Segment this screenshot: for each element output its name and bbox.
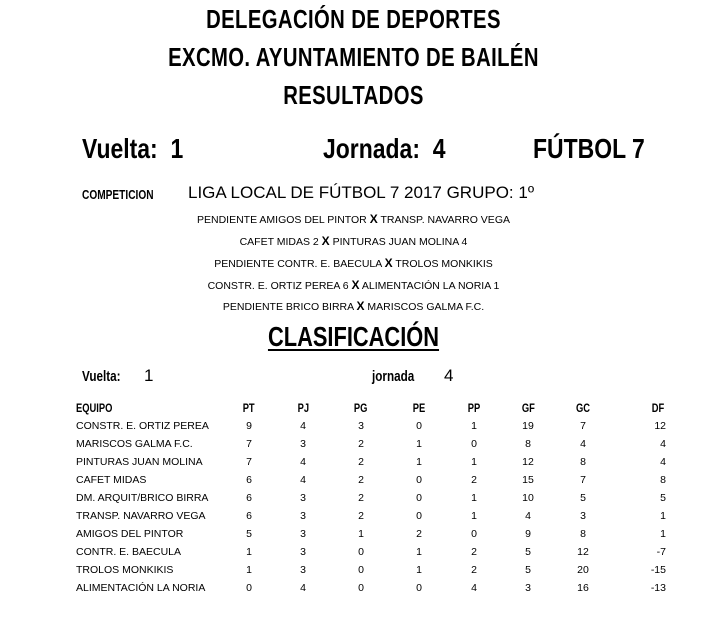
stat-df: -15	[650, 564, 666, 576]
stat-pj: 3	[300, 528, 306, 540]
team-name: TRANSP. NAVARRO VEGA	[76, 510, 206, 522]
match-away: ALIMENTACIÓN LA NORIA 1	[361, 280, 500, 292]
match-line	[0, 299, 707, 314]
match-line	[0, 212, 707, 227]
stat-gc: 3	[580, 510, 586, 522]
stat-pj: 4	[300, 456, 306, 468]
stat-pt: 6	[246, 474, 252, 486]
table-row	[76, 417, 666, 435]
stat-pg: 0	[358, 546, 364, 558]
table-row	[76, 561, 666, 579]
stat-pp: 4	[471, 582, 477, 594]
stat-pp: 0	[471, 528, 477, 540]
table-row	[76, 489, 666, 507]
standings-table	[76, 398, 666, 597]
column-header-gf: GF	[521, 400, 535, 415]
stat-pg: 2	[358, 456, 364, 468]
stat-pg: 3	[358, 420, 364, 432]
column-header-pt: PT	[243, 400, 255, 415]
stat-pt: 5	[246, 528, 252, 540]
match-home: PENDIENTE CONTR. E. BAECULA	[214, 258, 382, 270]
stat-pj: 3	[300, 564, 306, 576]
header-line-3: RESULTADOS	[283, 80, 424, 110]
jornada-info	[323, 133, 446, 165]
team-name: ALIMENTACIÓN LA NORIA	[76, 582, 206, 594]
stat-df: 5	[660, 492, 666, 504]
stat-pt: 0	[246, 582, 252, 594]
column-header-pj: PJ	[297, 400, 309, 415]
stat-pg: 0	[358, 564, 364, 576]
stat-pj: 4	[300, 582, 306, 594]
stat-pj: 3	[300, 438, 306, 450]
header-line-1: DELEGACIÓN DE DEPORTES	[206, 4, 501, 34]
stat-pg: 2	[358, 492, 364, 504]
table-row	[76, 525, 666, 543]
stat-pg: 1	[358, 528, 364, 540]
match-line	[0, 234, 707, 249]
team-name: CAFET MIDAS	[76, 474, 147, 486]
header-line-2: EXCMO. AYUNTAMIENTO DE BAILÉN	[168, 42, 539, 72]
stat-pp: 2	[471, 546, 477, 558]
stat-df: -7	[656, 546, 666, 558]
stat-pp: 1	[471, 492, 477, 504]
stat-pj: 3	[300, 492, 306, 504]
competition-label: COMPETICION	[82, 187, 154, 202]
column-header-gc: GC	[575, 400, 591, 415]
stat-pt: 1	[246, 564, 252, 576]
stat-pt: 7	[246, 438, 252, 450]
table-row	[76, 543, 666, 561]
stat-pe: 2	[416, 528, 422, 540]
stat-gc: 7	[580, 420, 586, 432]
standings-jornada-label: jornada	[372, 368, 415, 385]
team-name: TROLOS MONKIKIS	[76, 564, 174, 576]
column-header-equipo: EQUIPO	[76, 400, 113, 415]
stat-pp: 1	[471, 510, 477, 522]
vuelta-info	[82, 133, 183, 165]
stat-gf: 9	[525, 528, 531, 540]
stat-pj: 4	[300, 474, 306, 486]
vuelta-label: Vuelta:	[82, 133, 158, 164]
stat-df: 12	[654, 420, 666, 432]
stat-gc: 8	[580, 528, 586, 540]
stat-pt: 6	[246, 510, 252, 522]
stat-gf: 5	[525, 564, 531, 576]
stat-pt: 6	[246, 492, 252, 504]
team-name: MARISCOS GALMA F.C.	[76, 438, 193, 450]
jornada-value: 4	[432, 133, 446, 164]
match-line	[0, 278, 707, 293]
match-home: PENDIENTE BRICO BIRRA	[222, 301, 354, 313]
match-separator: X	[321, 234, 330, 248]
stat-gc: 16	[577, 582, 589, 594]
match-line	[0, 256, 707, 271]
stat-pe: 0	[416, 420, 422, 432]
match-separator: X	[369, 212, 378, 226]
stat-gf: 5	[525, 546, 531, 558]
stat-gc: 12	[577, 546, 589, 558]
team-name: PINTURAS JUAN MOLINA	[76, 456, 203, 468]
match-home: PENDIENTE AMIGOS DEL PINTOR	[196, 214, 367, 226]
stat-pe: 0	[416, 510, 422, 522]
stat-pg: 2	[358, 438, 364, 450]
table-row	[76, 453, 666, 471]
stat-gf: 10	[522, 492, 534, 504]
stat-pp: 0	[471, 438, 477, 450]
stat-pg: 2	[358, 474, 364, 486]
match-away: TROLOS MONKIKIS	[395, 258, 493, 270]
match-separator: X	[384, 256, 393, 270]
stat-df: 4	[660, 438, 666, 450]
table-row	[76, 579, 666, 597]
standings-vuelta-label: Vuelta:	[82, 368, 121, 385]
match-separator: X	[356, 299, 365, 313]
team-name: CONSTR. E. ORTIZ PEREA	[76, 420, 209, 432]
sport-label: FÚTBOL 7	[533, 133, 645, 164]
column-header-df: DF	[651, 400, 665, 415]
stat-gf: 8	[525, 438, 531, 450]
stat-pp: 2	[471, 474, 477, 486]
stat-df: -13	[650, 582, 666, 594]
team-name: AMIGOS DEL PINTOR	[76, 528, 184, 540]
standings-title: CLASIFICACIÓN	[267, 321, 440, 352]
stat-gc: 8	[580, 456, 586, 468]
stat-gf: 15	[522, 474, 534, 486]
stat-pg: 2	[358, 510, 364, 522]
match-away: MARISCOS GALMA F.C.	[367, 301, 485, 313]
stat-pe: 0	[416, 474, 422, 486]
column-header-pe: PE	[412, 400, 426, 415]
stat-pt: 1	[246, 546, 252, 558]
stat-pe: 0	[416, 582, 422, 594]
stat-gc: 20	[577, 564, 589, 576]
standings-vuelta-value: 1	[144, 366, 154, 385]
stat-gf: 12	[522, 456, 534, 468]
column-header-pg: PG	[354, 400, 368, 415]
match-home: CONSTR. E. ORTIZ PEREA 6	[207, 280, 349, 292]
stat-gc: 7	[580, 474, 586, 486]
stat-df: 1	[660, 528, 666, 540]
match-away: PINTURAS JUAN MOLINA 4	[332, 236, 468, 248]
match-separator: X	[351, 278, 360, 292]
stat-df: 1	[660, 510, 666, 522]
team-name: DM. ARQUIT/BRICO BIRRA	[76, 492, 209, 504]
stat-pe: 1	[416, 438, 422, 450]
table-row	[76, 507, 666, 525]
stat-pe: 1	[416, 564, 422, 576]
match-away: TRANSP. NAVARRO VEGA	[380, 214, 510, 226]
stat-pt: 9	[246, 420, 252, 432]
team-name: CONTR. E. BAECULA	[76, 546, 182, 558]
stat-pj: 3	[300, 510, 306, 522]
table-header-row	[76, 398, 666, 417]
stat-gc: 5	[580, 492, 586, 504]
stat-pp: 1	[471, 420, 477, 432]
stat-pe: 1	[416, 546, 422, 558]
stat-pe: 1	[416, 456, 422, 468]
match-home: CAFET MIDAS 2	[239, 236, 319, 248]
stat-pp: 1	[471, 456, 477, 468]
stat-pt: 7	[246, 456, 252, 468]
vuelta-value: 1	[170, 133, 184, 164]
table-row	[76, 435, 666, 453]
stat-gf: 19	[522, 420, 534, 432]
stat-gf: 4	[525, 510, 531, 522]
jornada-label: Jornada:	[323, 133, 420, 164]
stat-pe: 0	[416, 492, 422, 504]
stat-gc: 4	[580, 438, 586, 450]
stat-pj: 4	[300, 420, 306, 432]
column-header-pp: PP	[467, 400, 481, 415]
table-row	[76, 471, 666, 489]
standings-jornada-value: 4	[444, 366, 454, 385]
stat-pj: 3	[300, 546, 306, 558]
stat-pp: 2	[471, 564, 477, 576]
stat-df: 4	[660, 456, 666, 468]
stat-pg: 0	[358, 582, 364, 594]
stat-df: 8	[660, 474, 666, 486]
stat-gf: 3	[525, 582, 531, 594]
table-body	[76, 417, 666, 597]
competition-name: LIGA LOCAL DE FÚTBOL 7 2017 GRUPO: 1º	[188, 183, 535, 202]
